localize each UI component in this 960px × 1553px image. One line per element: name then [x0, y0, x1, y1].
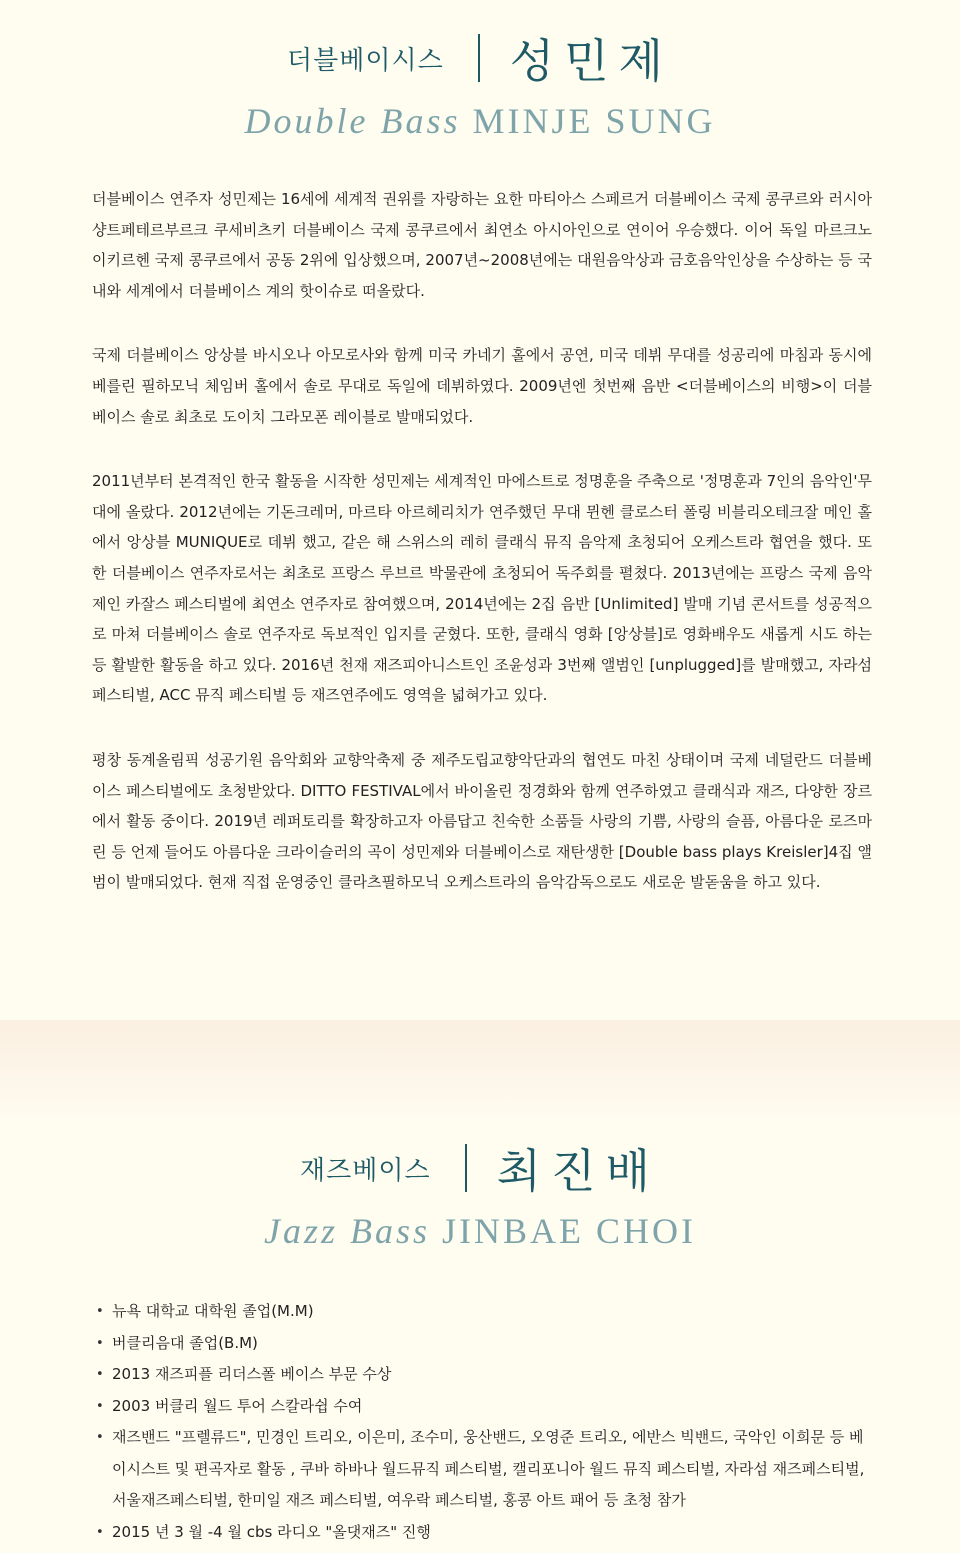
list-item: • 2013 재즈피플 리더스폴 베이스 부문 수상: [92, 1359, 872, 1391]
role-english: Jazz Bass: [263, 1211, 430, 1251]
list-item: • 재즈밴드 "프렐류드", 민경인 트리오, 이은미, 조수미, 웅산밴드, 오영준 트리오, 에반스 빅밴드, 국악인 이희문 등 베이시스트 및 편곡자로 활동 , 쿠바 하바나 월드뮤직 페스티벌, 캘리포니아 월드 뮤직 페스티벌, 자라섬 재즈페스티벌, 서울재즈페스티벌, 한미일 재즈 페스티벌, 여우락 페스티벌, 홍콩 아트 패어 등 초청 참가: [92, 1422, 872, 1517]
title-row: [0, 28, 960, 88]
role-english: Double Bass: [244, 101, 461, 141]
name-english-line: [0, 100, 960, 142]
role-korean: 더블베이시스: [286, 45, 444, 76]
bio-paragraph: 국제 더블베이스 앙상블 바시오나 아모로사와 함께 미국 카네기 홀에서 공연, 미국 데뷔 무대를 성공리에 마침과 동시에 베를린 필하모닉 체임버 홀에서 솔로 무대로 독일에 데뷔하였다. 2009년엔 첫번째 음반 <더블베이스의 비행>이 더블베이스 솔로 최초로 도이치 그라모폰 레이블로 발매되었다.: [92, 346, 872, 426]
name-english-line: [0, 1210, 960, 1252]
bio-paragraph: 평창 동계올림픽 성공기원 음악회와 교향악축제 중 제주도립교향악단과의 협연도 마친 상태이며 국제 네덜란드 더블베이스 페스티벌에도 초청받았다. DITTO FESTIVAL에서 바이올린 정경화와 함께 연주하였고 클래식과 재즈, 다양한 장르에서 활동 중이다. 2019년 레퍼토리를 확장하고자 아름답고 친숙한 소품들 사랑의 기쁨, 사랑의 슬픔, 아름다운 로즈마린 등 언제 들어도 아름다운 크라이슬러의 곡이 성민제와 더블베이스로 재탄생한 [Double bass plays Kreisler]4집 앨범이 발매되었다. 현재 직접 운영중인 클라츠필하모닉 오케스트라의 음악감독으로도 새로운 발돋움을 하고 있다.: [92, 750, 872, 892]
list-item: • 2003 버클리 월드 투어 스칼라쉽 수여: [92, 1391, 872, 1423]
artist-header: [0, 1138, 960, 1252]
title-divider: [465, 1144, 467, 1192]
title-row: [0, 1138, 960, 1198]
bio-paragraph: 2011년부터 본격적인 한국 활동을 시작한 성민제는 세계적인 마에스트로 정명훈을 주축으로 '정명훈과 7인의 음악인'무대에 올랐다. 2012년에는 기돈크레머, 마르타 아르헤리치가 연주했던 무대 뮌헨 클로스터 폴링 비블리오테크잘 메인 홀에서 앙상블 MUNIQUE로 데뷔 했고, 같은 해 스위스의 레히 클래식 뮤직 음악제 초청되어 오케스트라 협연을 했다. 또한 더블베이스 연주자로서는 최초로 프랑스 루브르 박물관에 초청되어 독주회를 펼쳤다. 2013년에는 프랑스 국제 음악제인 카잘스 페스티벌에 최연소 연주자로 참여했으며, 2014년에는 2집 음반 [Unlimited] 발매 기념 콘서트를 성공적으로 마쳐 더블베이스 솔로 연주자로 독보적인 입지를 굳혔다. 또한, 클래식 영화 [앙상블]로 영화배우도 새롭게 시도 하는 등 활발한 활동을 하고 있다. 2016년 천재 재즈피아니스트인 조윤성과 3번째 앨범인 [unplugged]를 발매했고, 자라섬 페스티벌, ACC 뮤직 페스티벌 등 재즈연주에도 영역을 넓혀가고 있다.: [92, 472, 872, 705]
name-korean: 최진배: [496, 1144, 660, 1198]
career-list: [92, 1296, 872, 1548]
list-item: • 2015 년 3 월 -4 월 cbs 라디오 "올댓재즈" 진행: [92, 1517, 872, 1549]
title-divider: [478, 34, 480, 82]
artist-header: [0, 28, 960, 142]
name-korean: 성민제: [509, 34, 673, 88]
list-item: • 뉴욕 대학교 대학원 졸업(M.M): [92, 1296, 872, 1328]
list-item: • 버클리음대 졸업(B.M): [92, 1328, 872, 1360]
name-english: MINJE SUNG: [472, 101, 716, 141]
name-english: JINBAE CHOI: [442, 1211, 696, 1251]
role-korean: 재즈베이스: [300, 1155, 431, 1186]
bio-paragraph: 더블베이스 연주자 성민제는 16세에 세계적 권위를 자랑하는 요한 마티아스 스페르거 더블베이스 국제 콩쿠르와 러시아 샹트페테르부르크 쿠세비츠키 더블베이스 국제 콩쿠르에서 최연소 아시아인으로 연이어 우승했다. 이어 독일 마르크노이키르헨 국제 콩쿠르에서 공동 2위에 입상했으며, 2007년~2008년에는 대원음악상과 금호음악인상을 수상하는 등 국내와 세계에서 더블베이스 계의 핫이슈로 떠올랐다.: [92, 190, 872, 300]
biography: [92, 184, 872, 932]
